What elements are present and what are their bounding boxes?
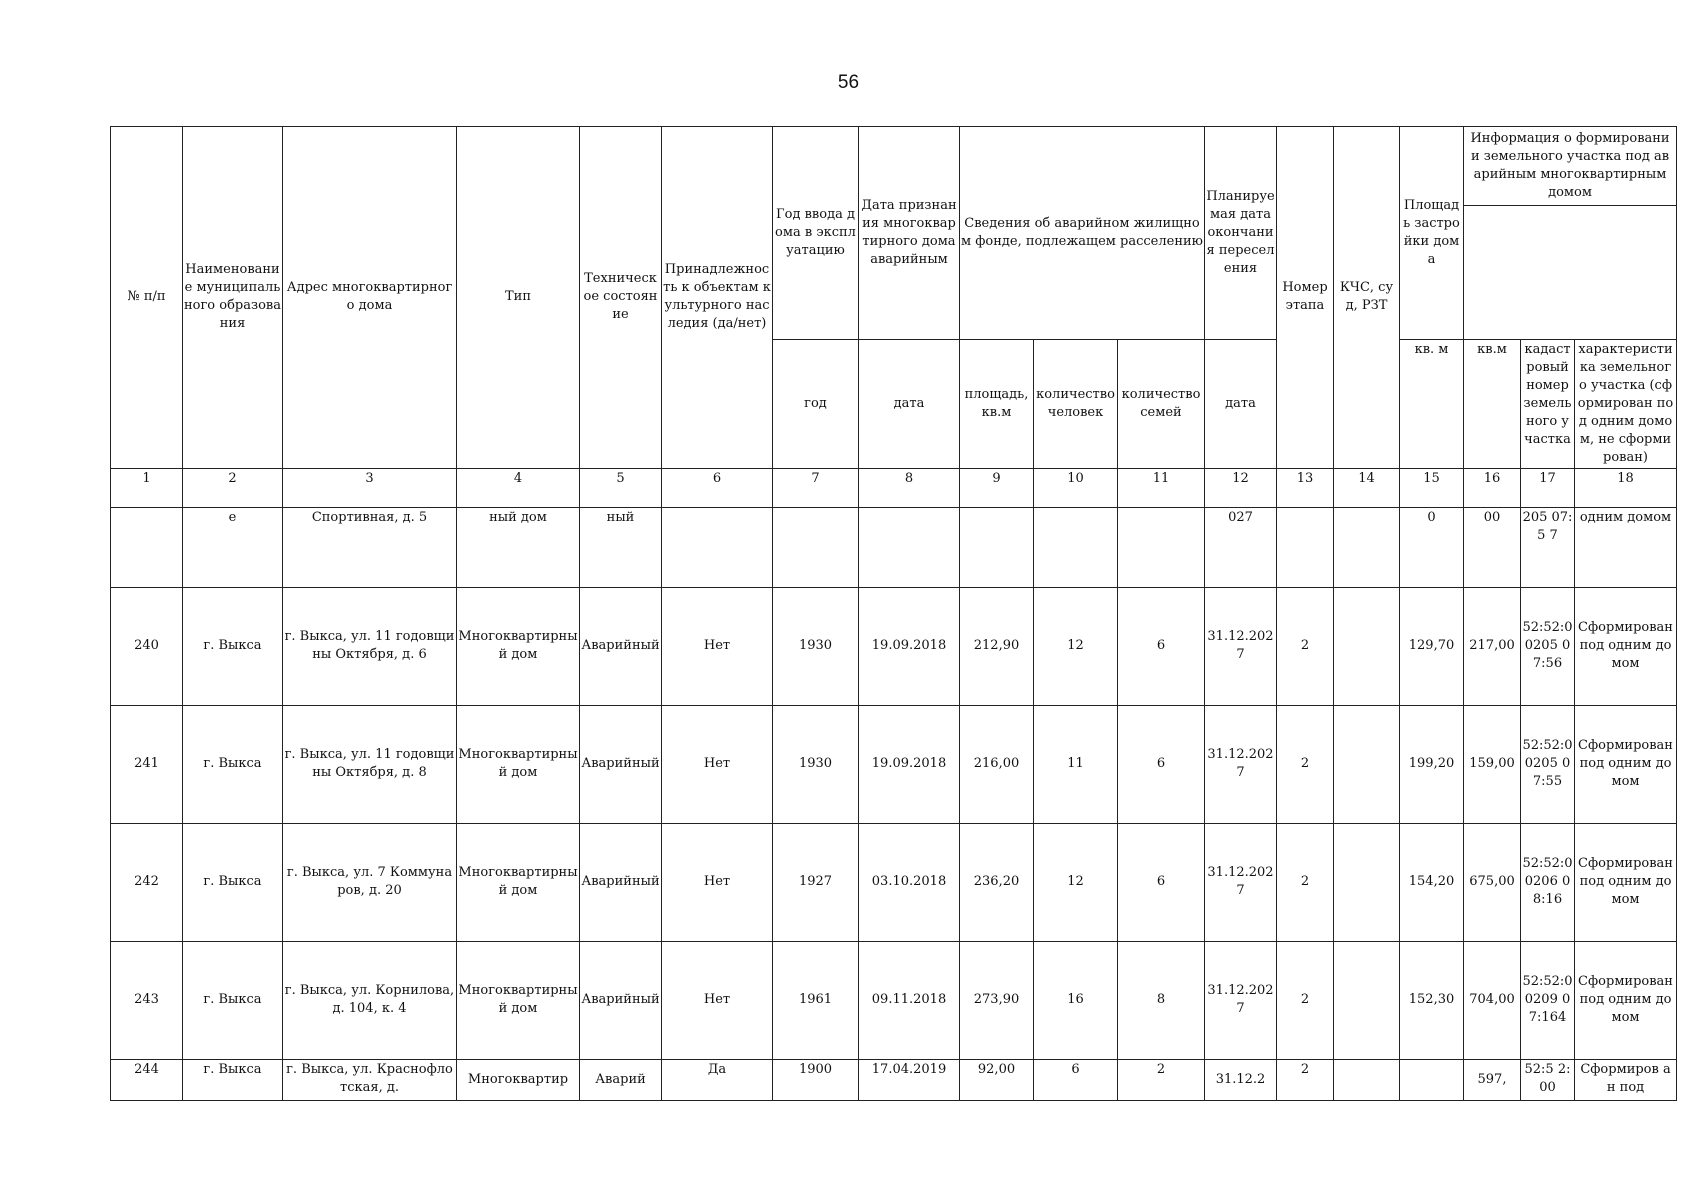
table-cell: Спортивная, д. 5	[283, 507, 457, 587]
table-cell	[1334, 823, 1400, 941]
table-cell: Аварийный	[580, 941, 662, 1059]
header-cell: количество человек	[1034, 340, 1118, 469]
table-cell: 2	[1277, 705, 1334, 823]
column-number: 11	[1118, 468, 1205, 507]
table-cell: г. Выкса, ул. Корнилова, д. 104, к. 4	[283, 941, 457, 1059]
table-cell: 6	[1118, 823, 1205, 941]
table-cell: 1930	[773, 587, 859, 705]
table-cell: 675,00	[1464, 823, 1521, 941]
table-cell: 31.12.2027	[1205, 705, 1277, 823]
table-cell: 217,00	[1464, 587, 1521, 705]
table-cell: г. Выкса	[183, 587, 283, 705]
table-cell: Нет	[662, 587, 773, 705]
table-cell: 243	[111, 941, 183, 1059]
table-cell: 00	[1464, 507, 1521, 587]
header-cell: год	[773, 340, 859, 469]
table-cell: 704,00	[1464, 941, 1521, 1059]
table-cell: 2	[1277, 823, 1334, 941]
table-cell: 242	[111, 823, 183, 941]
table-cell: 244	[111, 1059, 183, 1100]
table-cell: г. Выкса, ул. Краснофлотская, д.	[283, 1059, 457, 1100]
header-cell: Планируемая дата окончания переселения	[1205, 127, 1277, 340]
table-cell: 240	[111, 587, 183, 705]
table-cell: г. Выкса, ул. 11 годовщины Октября, д. 6	[283, 587, 457, 705]
table-cell	[1118, 507, 1205, 587]
table-cell: ный дом	[457, 507, 580, 587]
column-number: 18	[1575, 468, 1677, 507]
column-number: 7	[773, 468, 859, 507]
table-cell: 2	[1277, 587, 1334, 705]
table-cell	[111, 507, 183, 587]
column-number: 10	[1034, 468, 1118, 507]
table-cell: 1927	[773, 823, 859, 941]
table-row-continuation	[111, 507, 1677, 587]
header-cell: Адрес многоквартирного дома	[283, 127, 457, 469]
header-cell: количество семей	[1118, 340, 1205, 469]
table-row	[111, 941, 1677, 1059]
table-cell: 31.12.2	[1205, 1059, 1277, 1100]
column-number: 16	[1464, 468, 1521, 507]
table-cell: Многоквартирный дом	[457, 941, 580, 1059]
table-header	[111, 127, 1677, 469]
table-cell	[1334, 705, 1400, 823]
header-cell: Дата признания многоквартирного дома аварийным	[859, 127, 960, 340]
table-cell: г. Выкса	[183, 941, 283, 1059]
table-body-last	[111, 1059, 1677, 1100]
table-cell: Сформирован под одним домом	[1575, 587, 1677, 705]
table-cell	[1334, 507, 1400, 587]
table-cell: 159,00	[1464, 705, 1521, 823]
table-cell: 0	[1400, 507, 1464, 587]
header-cell: Техническое состояние	[580, 127, 662, 469]
table-cell: ный	[580, 507, 662, 587]
column-number: 6	[662, 468, 773, 507]
column-number: 3	[283, 468, 457, 507]
table-cell: 11	[1034, 705, 1118, 823]
table-cell: Нет	[662, 941, 773, 1059]
column-number: 12	[1205, 468, 1277, 507]
column-number: 17	[1521, 468, 1575, 507]
table-cell: г. Выкса	[183, 1059, 283, 1100]
table-cell: 205 07:5 7	[1521, 507, 1575, 587]
column-number: 15	[1400, 468, 1464, 507]
table-cell: 1930	[773, 705, 859, 823]
table-cell: Сформирован под одним домом	[1575, 705, 1677, 823]
column-number: 14	[1334, 468, 1400, 507]
header-cell: Сведения об аварийном жилищном фонде, подлежащем расселению	[960, 127, 1205, 340]
table-cell: Многоквартирный дом	[457, 823, 580, 941]
table-cell: 2	[1277, 1059, 1334, 1100]
table-cell: Нет	[662, 705, 773, 823]
table-body	[111, 468, 1677, 587]
table-cell: 8	[1118, 941, 1205, 1059]
table-cell: 31.12.2027	[1205, 587, 1277, 705]
table-cell	[1334, 587, 1400, 705]
table-cell: г. Выкса, ул. 11 годовщины Октября, д. 8	[283, 705, 457, 823]
column-number-row	[111, 468, 1677, 507]
table-cell: Да	[662, 1059, 773, 1100]
table-cell: 236,20	[960, 823, 1034, 941]
header-cell: площадь, кв.м	[960, 340, 1034, 469]
table-cell: 154,20	[1400, 823, 1464, 941]
column-number: 4	[457, 468, 580, 507]
table-cell: 6	[1118, 705, 1205, 823]
header-cell: Принадлежность к объектам культурного наследия (да/нет)	[662, 127, 773, 469]
table-row	[111, 587, 1677, 705]
emergency-housing-table	[110, 126, 1677, 1101]
column-number: 8	[859, 468, 960, 507]
table-cell: Аварий	[580, 1059, 662, 1100]
table-cell: 12	[1034, 823, 1118, 941]
table-cell: одним домом	[1575, 507, 1677, 587]
table-cell: 52:52:00205 07:56	[1521, 587, 1575, 705]
header-cell: Тип	[457, 127, 580, 469]
table-cell: 273,90	[960, 941, 1034, 1059]
table-cell: г. Выкса	[183, 705, 283, 823]
table-cell: 52:52:00205 07:55	[1521, 705, 1575, 823]
table-cell: Нет	[662, 823, 773, 941]
table-cell	[1034, 507, 1118, 587]
table-cell: 52:52:00206 08:16	[1521, 823, 1575, 941]
table-row	[111, 705, 1677, 823]
table-cell: 6	[1118, 587, 1205, 705]
table-cell: 1900	[773, 1059, 859, 1100]
table-cell	[1334, 941, 1400, 1059]
column-number: 1	[111, 468, 183, 507]
table-cell: 2	[1277, 941, 1334, 1059]
column-number: 13	[1277, 468, 1334, 507]
table-cell: 31.12.2027	[1205, 941, 1277, 1059]
table-cell: 597,	[1464, 1059, 1521, 1100]
table-row	[111, 823, 1677, 941]
table-cell: Сформирован под одним домом	[1575, 941, 1677, 1059]
header-cell: дата	[1205, 340, 1277, 469]
table-cell: Многоквартирный дом	[457, 587, 580, 705]
table-row-last	[111, 1059, 1677, 1100]
table-cell: 19.09.2018	[859, 705, 960, 823]
page-number: 56	[837, 72, 860, 93]
table-cell: 6	[1034, 1059, 1118, 1100]
header-cell: дата	[859, 340, 960, 469]
header-cell: Год ввода дома в эксплуатацию	[773, 127, 859, 340]
table-cell: 1961	[773, 941, 859, 1059]
table-cell: Аварийный	[580, 823, 662, 941]
column-number: 9	[960, 468, 1034, 507]
table-cell	[1334, 1059, 1400, 1100]
header-cell: Наименование муниципального образования	[183, 127, 283, 469]
table-cell: Многоквартир	[457, 1059, 580, 1100]
table-cell: г. Выкса, ул. 7 Коммунаров, д. 20	[283, 823, 457, 941]
table-cell: 92,00	[960, 1059, 1034, 1100]
header-cell: кв.м	[1464, 340, 1521, 469]
table-cell: г. Выкса	[183, 823, 283, 941]
table-cell: 52:5 2:00	[1521, 1059, 1575, 1100]
table-cell	[773, 507, 859, 587]
table-cell: 12	[1034, 587, 1118, 705]
table-cell: 129,70	[1400, 587, 1464, 705]
table-cell: 16	[1034, 941, 1118, 1059]
table-cell: 09.11.2018	[859, 941, 960, 1059]
table-cell	[662, 507, 773, 587]
header-cell: Площадь застройки дома	[1400, 127, 1464, 340]
header-cell: характеристика земельного участка (сформирован под одним домом, не сформирован)	[1575, 340, 1677, 469]
table-cell: 212,90	[960, 587, 1034, 705]
header-cell: кадастровый номер земельного участка	[1521, 340, 1575, 469]
data-rows	[111, 587, 1677, 1059]
table-cell: 31.12.2027	[1205, 823, 1277, 941]
header-cell: кв. м	[1400, 340, 1464, 469]
header-cell: КЧС, суд, РЗТ	[1334, 127, 1400, 469]
table-cell: 52:52:00209 07:164	[1521, 941, 1575, 1059]
table-cell	[859, 507, 960, 587]
header-cell: Информация о формировании земельного участка под аварийным многоквартирным домом	[1464, 127, 1676, 206]
table-cell: 199,20	[1400, 705, 1464, 823]
table-cell: 216,00	[960, 705, 1034, 823]
header-cell: № п/п	[111, 127, 183, 469]
header-cell: Номер этапа	[1277, 127, 1334, 469]
table-cell: е	[183, 507, 283, 587]
table-cell: Многоквартирный дом	[457, 705, 580, 823]
table-cell: 19.09.2018	[859, 587, 960, 705]
table-cell: 2	[1118, 1059, 1205, 1100]
table-cell: Сформиров ан под	[1575, 1059, 1677, 1100]
table-cell: 027	[1205, 507, 1277, 587]
table-cell: Аварийный	[580, 705, 662, 823]
table-cell: 03.10.2018	[859, 823, 960, 941]
table-cell	[1400, 1059, 1464, 1100]
table-cell: 241	[111, 705, 183, 823]
table-cell	[1277, 507, 1334, 587]
table-cell: 152,30	[1400, 941, 1464, 1059]
column-number: 5	[580, 468, 662, 507]
column-number: 2	[183, 468, 283, 507]
table-cell: Аварийный	[580, 587, 662, 705]
table-cell	[960, 507, 1034, 587]
table-cell: 17.04.2019	[859, 1059, 960, 1100]
table-cell: Сформирован под одним домом	[1575, 823, 1677, 941]
